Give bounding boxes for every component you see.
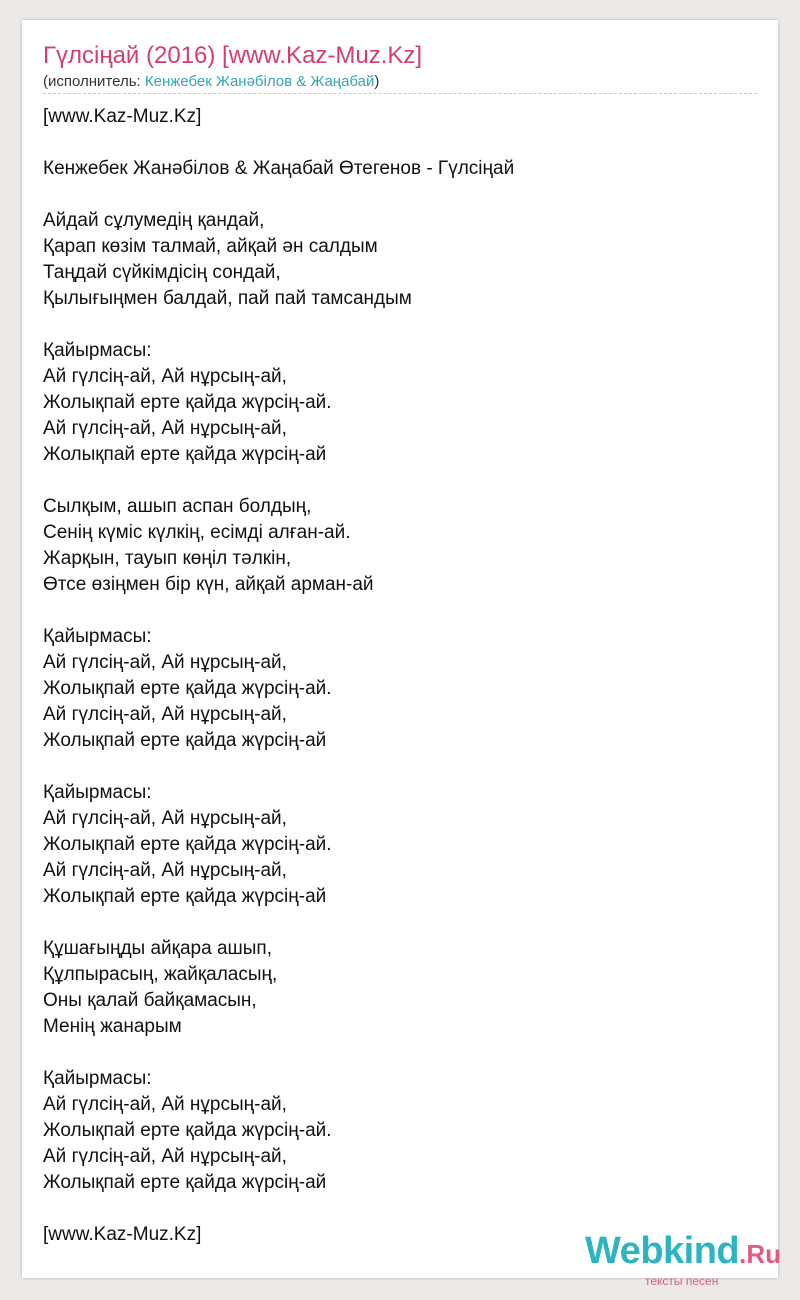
lyrics-card (22, 20, 782, 1288)
logo-domain-suffix: .Ru (739, 1239, 782, 1269)
song-title: Гүлсіңай (2016) [www.Kaz-Muz.Kz] (43, 42, 423, 69)
logo-tagline: тексты песен (645, 1274, 719, 1288)
artist-line (43, 73, 379, 90)
logo-main-text: Webkind (585, 1230, 740, 1272)
divider (43, 93, 757, 94)
artist-prefix: (исполнитель: (43, 73, 145, 90)
artist-suffix: ) (374, 73, 380, 90)
site-logo[interactable] (585, 1230, 782, 1288)
artist-link[interactable]: Кенжебек Жанәбілов & Жаңабай (144, 73, 375, 90)
lyrics-text: [www.Kaz-Muz.Kz] Кенжебек Жанәбілов & Жаңабай Өтегенов - Гүлсіңай Айдай сұлумедің қандай, Қарап көзім талмай, айқай ән салдым Таңдай сүйкімдісің сондай, Қылығыңмен балдай, пай пай тамсандым Қайырмасы: Ай гүлсің-ай, Ай нұрсың-ай, Жолықпай ерте қайда жүрсің-ай. Ай гүлсің-ай, Ай нұрсың-ай, Жолықпай ерте қайда жүрсің-ай Сылқым, ашып аспан болдың, Сенің күміс күлкің, есімді алған-ай. Жарқын, тауып көңіл тәлкін, Өтсе өзіңмен бір күн, айқай арман-ай Қайырмасы: Ай гүлсің-ай, Ай нұрсың-ай, Жолықпай ерте қайда жүрсің-ай. Ай гүлсің-ай, Ай нұрсың-ай, Жолықпай ерте қайда жүрсің-ай Қайырмасы: Ай гүлсің-ай, Ай нұрсың-ай, Жолықпай ерте қайда жүрсің-ай. Ай гүлсің-ай, Ай нұрсың-ай, Жолықпай ерте қайда жүрсің-ай Құшағыңды айқара ашып, Құлпырасың, жайқаласың, Оны қалай байқамасын, Менің жанарым Қайырмасы: Ай гүлсің-ай, Ай нұрсың-ай, Жолықпай ерте қайда жүрсің-ай. Ай гүлсің-ай, Ай нұрсың-ай, Жолықпай ерте қайда жүрсің-ай [www.Kaz-Muz.Kz] (43, 106, 515, 1245)
